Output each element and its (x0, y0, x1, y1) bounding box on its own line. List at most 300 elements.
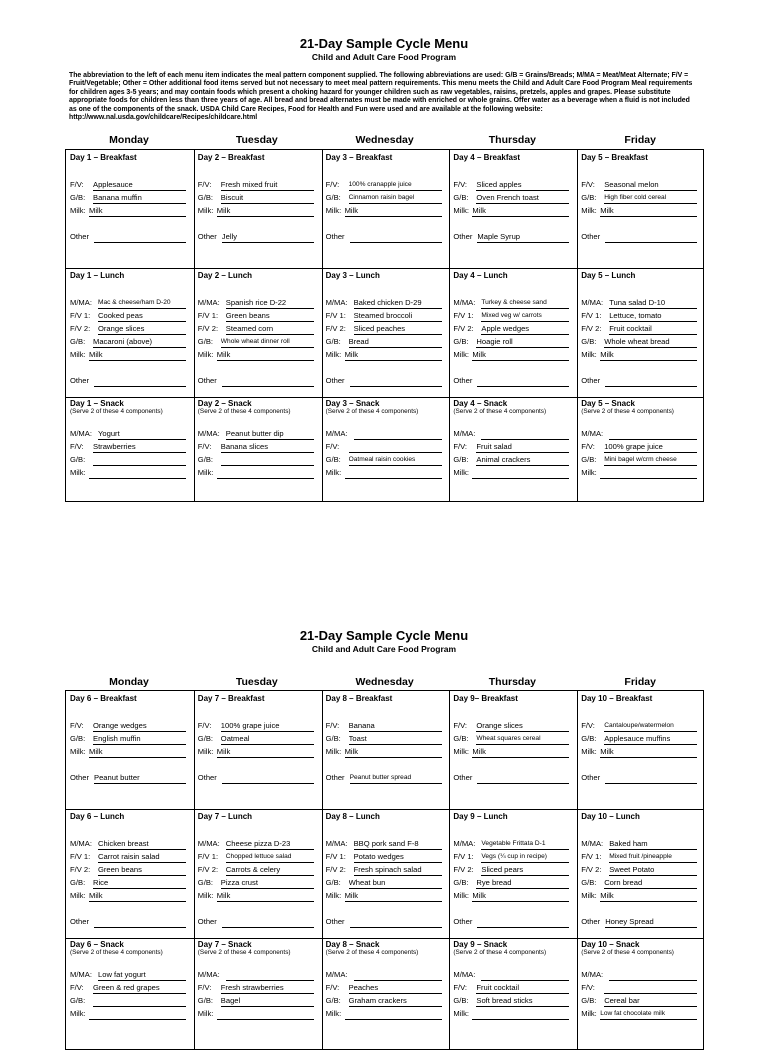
component-label: G/B: (325, 337, 341, 346)
component-label: Milk: (581, 891, 597, 900)
menu-item-value: Cinnamon raisin bagel (349, 193, 442, 204)
menu-item-row (198, 442, 314, 453)
menu-item-value (94, 232, 186, 243)
menu-item-value: Applesauce (93, 180, 186, 191)
component-label: G/B: (70, 193, 86, 202)
menu-item-row (326, 878, 442, 889)
menu-item-value (600, 468, 697, 479)
snack-serving-note: (Serve 2 of these 4 components) (453, 408, 547, 415)
menu-item-row (453, 1009, 569, 1020)
breakfast-cell (449, 150, 575, 268)
menu-item-value: BBQ pork sand F-8 (354, 839, 442, 850)
menu-item-row (326, 324, 442, 335)
menu-item-value: 100% grape juice (221, 721, 314, 732)
menu-item-row (198, 193, 314, 204)
menu-item-row (326, 852, 442, 863)
menu-item-value: Milk (89, 891, 186, 902)
menu-item-row (581, 429, 697, 440)
menu-item-row (198, 773, 314, 784)
menu-item-value (481, 970, 569, 981)
component-label: G/B: (197, 734, 213, 743)
menu-item-row (70, 442, 186, 453)
menu-item-value: Pizza crust (221, 878, 314, 889)
menu-item-row (326, 350, 442, 361)
menu-item-value: Milk (345, 747, 442, 758)
menu-item-row (453, 429, 569, 440)
menu-item-row (581, 747, 697, 758)
component-label: Milk: (581, 1009, 597, 1018)
menu-item-row (326, 747, 442, 758)
menu-item-value (477, 773, 569, 784)
component-label: G/B: (325, 996, 341, 1005)
menu-item-value: Oatmeal (221, 734, 314, 745)
page-subtitle: Child and Adult Care Food Program (311, 644, 457, 654)
menu-item-row (326, 206, 442, 217)
menu-item-row (326, 891, 442, 902)
component-label: G/B: (581, 734, 597, 743)
menu-item-row (326, 376, 442, 387)
menu-item-value (472, 1009, 569, 1020)
menu-item-value (605, 376, 697, 387)
menu-item-value: 100% grape juice (604, 442, 697, 453)
component-label: Other (325, 773, 345, 782)
breakfast-cell-title: Day 4 – Breakfast (453, 153, 521, 162)
menu-item-value: Turkey & cheese sand (481, 298, 569, 309)
component-label: Other (581, 773, 601, 782)
menu-item-value: Milk (600, 350, 697, 361)
snack-cell-title: Day 5 – Snack (581, 399, 635, 408)
menu-item-value: Low fat yogurt (98, 970, 186, 981)
menu-item-value: Peaches (349, 983, 442, 994)
menu-item-row (70, 455, 186, 466)
menu-item-row (70, 429, 186, 440)
breakfast-cell-title: Day 7 – Breakfast (197, 694, 265, 703)
snack-cell-title: Day 10 – Snack (581, 940, 640, 949)
snack-cell-title: Day 9 – Snack (453, 940, 508, 949)
menu-item-row (70, 193, 186, 204)
day-header-monday: Monday (109, 134, 149, 146)
component-label: G/B: (197, 878, 213, 887)
lunch-cell-title: Day 8 – Lunch (325, 812, 380, 821)
snack-serving-note: (Serve 2 of these 4 components) (453, 949, 547, 956)
menu-item-row (198, 1009, 314, 1020)
menu-item-row (326, 773, 442, 784)
component-label: G/B: (581, 455, 597, 464)
snack-serving-note: (Serve 2 of these 4 components) (197, 408, 291, 415)
component-label: M/MA: (581, 429, 604, 438)
menu-item-row (326, 232, 442, 243)
menu-item-value: Low fat chocolate milk (600, 1009, 697, 1020)
menu-item-row (453, 878, 569, 889)
menu-item-value: Sweet Potato (609, 865, 697, 876)
snack-cell (449, 938, 575, 1051)
day-header-wednesday: Wednesday (355, 676, 414, 688)
snack-serving-note: (Serve 2 of these 4 components) (325, 408, 419, 415)
menu-item-value: Lettuce, tomato (609, 311, 697, 322)
lunch-cell (577, 268, 703, 397)
menu-item-value: Oven French toast (476, 193, 569, 204)
component-label: M/MA: (197, 970, 220, 979)
menu-item-value: Milk (89, 747, 186, 758)
menu-item-value: Graham crackers (349, 996, 442, 1007)
menu-item-row (70, 324, 186, 335)
breakfast-cell (66, 691, 192, 809)
menu-item-row (453, 350, 569, 361)
component-label: Milk: (197, 891, 214, 900)
component-label: Milk: (453, 206, 469, 215)
menu-item-row (198, 917, 314, 928)
menu-item-row (198, 839, 314, 850)
menu-item-row (326, 734, 442, 745)
snack-cell (66, 938, 192, 1051)
component-label: F/V: (453, 721, 468, 730)
snack-cell-title: Day 7 – Snack (197, 940, 252, 949)
snack-serving-note: (Serve 2 of these 4 components) (70, 408, 163, 415)
component-label: Other (325, 232, 345, 241)
menu-item-row (453, 996, 569, 1007)
snack-cell (194, 397, 320, 503)
menu-item-value: Milk (345, 206, 442, 217)
snack-serving-note: (Serve 2 of these 4 components) (70, 949, 163, 956)
menu-item-row (198, 455, 314, 466)
menu-item-row (326, 193, 442, 204)
menu-item-row (326, 917, 442, 928)
component-label: F/V: (581, 721, 595, 730)
menu-item-row (198, 878, 314, 889)
menu-item-value: Cooked peas (98, 311, 186, 322)
component-label: F/V: (197, 983, 212, 992)
menu-item-value (604, 983, 697, 994)
menu-item-row (326, 311, 442, 322)
menu-item-row (453, 232, 569, 243)
component-label: Other (197, 773, 217, 782)
menu-item-row (581, 721, 697, 732)
menu-item-value (226, 970, 314, 981)
menu-item-value (605, 232, 697, 243)
menu-item-value (93, 996, 186, 1007)
menu-item-value (481, 429, 569, 440)
component-label: F/V 1: (581, 852, 602, 861)
component-label: G/B: (70, 734, 86, 743)
component-label: G/B: (70, 337, 86, 346)
menu-item-row (581, 337, 697, 348)
menu-item-row (70, 865, 186, 876)
menu-item-row (198, 180, 314, 191)
menu-item-value: Milk (472, 350, 569, 361)
menu-item-value: Sliced pears (481, 865, 569, 876)
component-label: G/B: (325, 734, 341, 743)
menu-item-value (350, 376, 442, 387)
menu-item-value: Chicken breast (98, 839, 186, 850)
menu-item-row (198, 429, 314, 440)
component-label: Milk: (581, 206, 597, 215)
menu-item-row (453, 839, 569, 850)
breakfast-cell (577, 150, 703, 268)
menu-item-row (198, 206, 314, 217)
menu-item-value: Oatmeal raisin cookies (349, 455, 442, 466)
menu-item-row (70, 917, 186, 928)
menu-item-value: Milk (217, 206, 314, 217)
menu-item-row (581, 193, 697, 204)
menu-item-row (581, 376, 697, 387)
menu-item-value: Mac & cheese/ham D-20 (98, 298, 186, 309)
menu-item-value: Maple Syrup (477, 232, 569, 243)
component-label: F/V: (70, 721, 84, 730)
lunch-cell (577, 809, 703, 938)
component-label: M/MA: (453, 298, 476, 307)
lunch-cell-title: Day 7 – Lunch (197, 812, 253, 821)
menu-item-value (354, 429, 442, 440)
lunch-cell (66, 268, 192, 397)
lunch-cell-title: Day 6 – Lunch (70, 812, 125, 821)
menu-item-value: Bread (349, 337, 442, 348)
component-label: F/V 2: (70, 324, 91, 333)
component-label: F/V 1: (453, 311, 474, 320)
component-label: F/V 2: (197, 865, 219, 874)
menu-item-value (93, 455, 186, 466)
snack-cell-title: Day 4 – Snack (453, 399, 508, 408)
menu-item-value: Applesauce muffins (604, 734, 697, 745)
day-header-tuesday: Tuesday (235, 676, 278, 688)
menu-item-value: Corn bread (604, 878, 697, 889)
component-label: Milk: (70, 350, 86, 359)
component-label: G/B: (70, 455, 86, 464)
menu-item-row (581, 298, 697, 309)
component-label: M/MA: (325, 839, 348, 848)
menu-item-value (472, 468, 569, 479)
menu-item-value: Sliced peaches (354, 324, 442, 335)
menu-item-value: Mini bagel w/crm cheese (604, 455, 697, 466)
menu-grid (65, 149, 704, 502)
component-label: M/MA: (197, 429, 220, 438)
component-label: Milk: (197, 206, 214, 215)
page-title: 21-Day Sample Cycle Menu (299, 628, 469, 643)
component-label: G/B: (325, 878, 341, 887)
menu-item-value: Banana muffin (93, 193, 186, 204)
menu-item-row (198, 734, 314, 745)
menu-item-value: Hoagie roll (476, 337, 569, 348)
menu-item-value: Vegs (¼ cup in recipe) (481, 852, 569, 863)
component-label: G/B: (453, 193, 469, 202)
menu-item-value: Vegetable Frittata D-1 (481, 839, 569, 850)
day-header-thursday: Thursday (488, 134, 537, 146)
menu-item-value: Carrots & celery (226, 865, 314, 876)
menu-item-value: Wheat squares cereal (476, 734, 569, 745)
menu-item-row (198, 747, 314, 758)
component-label: Other (453, 376, 473, 385)
snack-cell (322, 397, 448, 503)
breakfast-cell-title: Day 2 – Breakfast (197, 153, 265, 162)
menu-item-value: 100% cranapple juice (349, 180, 442, 191)
component-label: G/B: (325, 455, 341, 464)
component-label: Other (70, 232, 89, 241)
menu-item-value (345, 468, 442, 479)
snack-serving-note: (Serve 2 of these 4 components) (197, 949, 291, 956)
page-title: 21-Day Sample Cycle Menu (299, 36, 469, 51)
menu-item-value: Fruit cocktail (476, 983, 569, 994)
menu-item-row (70, 891, 186, 902)
component-label: Milk: (197, 350, 214, 359)
lunch-cell-title: Day 1 – Lunch (70, 271, 125, 280)
menu-item-value: Milk (217, 350, 314, 361)
menu-item-value: Toast (349, 734, 442, 745)
menu-item-row (326, 442, 442, 453)
menu-item-row (453, 721, 569, 732)
menu-item-row (70, 839, 186, 850)
menu-item-row (581, 983, 697, 994)
menu-item-value: Animal crackers (476, 455, 569, 466)
menu-item-row (581, 917, 697, 928)
menu-item-row (453, 747, 569, 758)
menu-item-value (345, 1009, 442, 1020)
menu-item-value: Macaroni (above) (93, 337, 186, 348)
menu-item-value: Milk (89, 350, 186, 361)
menu-item-row (581, 852, 697, 863)
menu-item-row (581, 455, 697, 466)
component-label: Other (453, 773, 473, 782)
menu-item-row (581, 468, 697, 479)
breakfast-cell (322, 691, 448, 809)
lunch-cell (66, 809, 192, 938)
menu-item-value: Fresh mixed fruit (221, 180, 314, 191)
component-label: Milk: (197, 747, 214, 756)
component-label: Other (197, 232, 217, 241)
menu-item-row (581, 865, 697, 876)
lunch-cell-title: Day 4 – Lunch (453, 271, 508, 280)
menu-item-value (350, 232, 442, 243)
menu-item-row (326, 429, 442, 440)
menu-item-value: Spanish rice D-22 (226, 298, 314, 309)
menu-item-value: Peanut butter dip (226, 429, 314, 440)
menu-item-value: Honey Spread (605, 917, 697, 928)
menu-item-value: Biscuit (221, 193, 314, 204)
component-label: F/V 2: (325, 324, 346, 333)
component-label: M/MA: (197, 839, 220, 848)
component-label: Milk: (581, 747, 597, 756)
menu-item-value: Peanut butter spread (350, 773, 442, 784)
component-label: F/V 2: (325, 865, 346, 874)
menu-item-value: Peanut butter (94, 773, 186, 784)
menu-item-row (581, 878, 697, 889)
component-label: F/V: (70, 983, 84, 992)
component-label: F/V: (453, 983, 468, 992)
component-label: G/B: (197, 455, 213, 464)
menu-item-row (326, 1009, 442, 1020)
menu-item-value: Fruit cocktail (609, 324, 697, 335)
menu-item-row (453, 773, 569, 784)
menu-item-value (94, 376, 186, 387)
lunch-cell-title: Day 3 – Lunch (325, 271, 380, 280)
menu-item-value: Green beans (226, 311, 314, 322)
menu-item-value: Milk (600, 891, 697, 902)
component-label: F/V: (581, 983, 595, 992)
menu-item-value: Strawberries (93, 442, 186, 453)
menu-item-value: Orange slices (476, 721, 569, 732)
menu-item-value: Green & red grapes (93, 983, 186, 994)
component-label: F/V 2: (453, 865, 474, 874)
component-label: M/MA: (70, 298, 92, 307)
menu-item-row (581, 734, 697, 745)
menu-item-row (198, 376, 314, 387)
menu-item-row (198, 350, 314, 361)
menu-item-row (326, 337, 442, 348)
component-label: Other (453, 917, 473, 926)
menu-grid (65, 690, 704, 1050)
menu-item-row (581, 232, 697, 243)
menu-item-row (70, 996, 186, 1007)
menu-item-value: Tuna salad D-10 (609, 298, 697, 309)
menu-item-row (70, 721, 186, 732)
menu-item-row (453, 337, 569, 348)
component-label: Milk: (197, 1009, 214, 1018)
component-label: Other (581, 232, 601, 241)
menu-item-row (198, 852, 314, 863)
component-label: Other (325, 376, 345, 385)
component-label: M/MA: (581, 970, 604, 979)
menu-item-row (453, 298, 569, 309)
component-label: F/V: (70, 180, 84, 189)
component-label: F/V: (453, 442, 468, 451)
component-label: M/MA: (325, 298, 348, 307)
component-label: F/V: (325, 180, 340, 189)
menu-item-row (198, 970, 314, 981)
component-label: G/B: (70, 996, 86, 1005)
component-label: Milk: (325, 747, 342, 756)
menu-item-value: Mixed fruit /pineapple (609, 852, 697, 863)
menu-item-row (453, 917, 569, 928)
menu-item-row (70, 232, 186, 243)
day-header-friday: Friday (624, 134, 656, 146)
breakfast-cell (449, 691, 575, 809)
lunch-cell (449, 268, 575, 397)
menu-item-row (581, 1009, 697, 1020)
intro-paragraph: The abbreviation to the left of each menu item indicates the meal pattern component supplied. The following abbreviations are used: G/B = Grains/Breads; M/MA = Meat/Meat Alternate; F/V = Fruit/Vegetable; Other = Other additional food items served but not necessary to meet meal pattern requirements. This menu meets the Child and Adult Care Food Program Meal requirements for children ages 3-5 years; and may contain foods which present a choking hazard for younger children such as raw vegetables, raisins, pretzels, apples and grapes. Please substitute appropriate foods for children less than three years of age. All bread and bread alternates must be made with enriched or whole grains. Offer water as a beverage when a fluid is not included as one of the components of the snack. USDA Child Care Recipes, Food for Health and Fun were used and are available at the following website: http://www.nal.usda.gov/childcare/Recipes/childcare.html (69, 72, 693, 122)
component-label: F/V: (581, 180, 595, 189)
lunch-cell (194, 268, 320, 397)
lunch-cell-title: Day 5 – Lunch (581, 271, 636, 280)
menu-item-row (70, 852, 186, 863)
menu-item-row (70, 376, 186, 387)
menu-item-row (326, 468, 442, 479)
component-label: M/MA: (581, 298, 604, 307)
menu-item-value: Apple wedges (481, 324, 569, 335)
menu-item-value: Milk (472, 206, 569, 217)
menu-item-row (326, 983, 442, 994)
component-label: G/B: (581, 996, 597, 1005)
component-label: Milk: (325, 350, 342, 359)
lunch-cell (322, 268, 448, 397)
menu-item-row (326, 455, 442, 466)
menu-item-value (349, 442, 442, 453)
menu-item-value: Milk (217, 747, 314, 758)
menu-item-row (453, 455, 569, 466)
menu-item-row (453, 970, 569, 981)
component-label: F/V: (197, 180, 212, 189)
day-header-monday: Monday (109, 676, 149, 688)
component-label: Other (197, 917, 217, 926)
menu-item-value (222, 376, 314, 387)
menu-item-row (581, 180, 697, 191)
component-label: Milk: (453, 468, 469, 477)
component-label: Milk: (581, 468, 597, 477)
menu-item-value (609, 970, 697, 981)
component-label: F/V: (70, 442, 84, 451)
menu-item-value (217, 468, 314, 479)
menu-item-row (198, 337, 314, 348)
snack-cell-title: Day 3 – Snack (325, 399, 380, 408)
snack-cell-title: Day 6 – Snack (70, 940, 124, 949)
component-label: Milk: (453, 350, 469, 359)
